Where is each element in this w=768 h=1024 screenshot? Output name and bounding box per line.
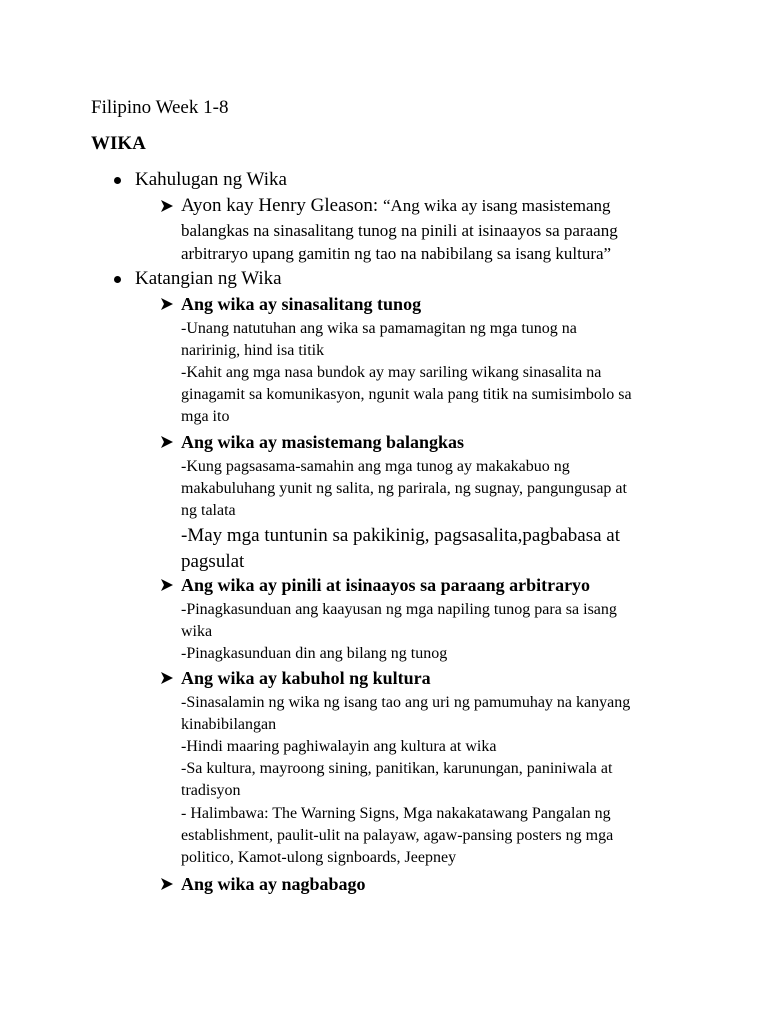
- arrowhead-right-icon: [160, 578, 174, 592]
- item-line: politico, Kamot-ulong signboards, Jeepney: [181, 849, 457, 866]
- arrowhead-right-icon: [160, 671, 174, 685]
- gleason-quote-line1: “Ang wika ay isang masistemang: [382, 196, 611, 215]
- item-line: tradisyon: [181, 782, 241, 799]
- gleason-quote-line2: balangkas na sinasalitang tunog na pinili at isinaayos sa paraang: [181, 221, 618, 240]
- bullet-icon: [114, 177, 121, 184]
- item-line: naririnig, hind isa titik: [181, 342, 325, 359]
- item-line: wika: [181, 623, 213, 640]
- item-line: -Hindi maaring paghiwalayin ang kultura at wika: [181, 738, 497, 755]
- arrowhead-right-icon: [160, 199, 174, 213]
- item-line: kinabibilangan: [181, 716, 277, 733]
- item-line: -Sinasalamin ng wika ng isang tao ang uri ng pamumuhay na kanyang: [181, 694, 631, 711]
- bullet-icon: [114, 276, 121, 283]
- item-line: -Sa kultura, mayroong sining, panitikan, karunungan, paniniwala at: [181, 760, 613, 777]
- item-heading: Ang wika ay kabuhol ng kultura: [181, 668, 431, 688]
- topic-katangian: Katangian ng Wika: [135, 268, 282, 289]
- item-line: -Kahit ang mga nasa bundok ay may sariling wikang sinasalita na: [181, 364, 602, 381]
- section-heading: WIKA: [91, 133, 146, 154]
- item-line: -Kung pagsasama-samahin ang mga tunog ay makakabuo ng: [181, 458, 570, 475]
- topic-kahulugan: Kahulugan ng Wika: [135, 169, 287, 190]
- item-line: -Pinagkasunduan ang kaayusan ng mga napiling tunog para sa isang: [181, 601, 617, 618]
- item-heading: Ang wika ay pinili at isinaayos sa paraang arbitraryo: [181, 575, 591, 595]
- item-line-large: -May mga tuntunin sa pakikinig, pagsasalita,pagbabasa at: [181, 525, 620, 546]
- item-line: ng talata: [181, 502, 236, 519]
- item-line: establishment, paulit-ulit na palayaw, agaw-pansing posters ng mga: [181, 827, 614, 844]
- arrowhead-right-icon: [160, 877, 174, 891]
- item-line: -Unang natutuhan ang wika sa pamamagitan ng mga tunog na: [181, 320, 577, 337]
- document-title: Filipino Week 1-8: [91, 97, 229, 118]
- gleason-lead-text: Ayon kay Henry Gleason:: [181, 195, 383, 216]
- item-heading: Ang wika ay masistemang balangkas: [181, 432, 465, 452]
- arrowhead-right-icon: [160, 435, 174, 449]
- item-line: -Pinagkasunduan din ang bilang ng tunog: [181, 645, 448, 662]
- arrowhead-right-icon: [160, 297, 174, 311]
- item-line: makabuluhang yunit ng salita, ng parirala, ng sugnay, pangungusap at: [181, 480, 627, 497]
- item-line: mga ito: [181, 408, 230, 425]
- item-line: ginagamit sa komunikasyon, ngunit wala pang titik na sumisimbolo sa: [181, 386, 632, 403]
- item-heading: Ang wika ay sinasalitang tunog: [181, 294, 422, 314]
- gleason-lead: [181, 196, 611, 215]
- item-heading: Ang wika ay nagbabago: [181, 874, 366, 894]
- item-line: - Halimbawa: The Warning Signs, Mga nakakatawang Pangalan ng: [181, 805, 611, 822]
- item-line-large: pagsulat: [181, 551, 245, 572]
- gleason-quote-line3: arbitraryo upang gamitin ng tao na nabibilang sa isang kultura”: [181, 244, 612, 263]
